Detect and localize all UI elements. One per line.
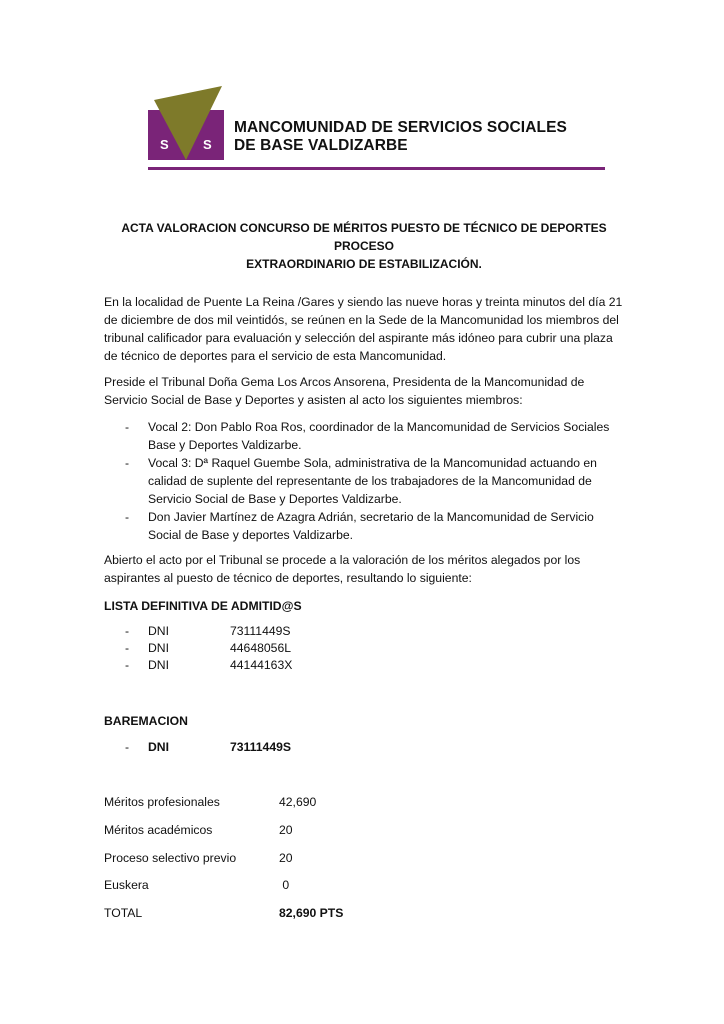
baremacion-dni <box>104 738 624 755</box>
organization-name <box>234 119 567 155</box>
table-row <box>104 639 624 656</box>
score-value: 0 <box>279 878 290 892</box>
total-row <box>104 904 504 922</box>
baremacion-heading: BAREMACION <box>104 714 188 728</box>
table-row <box>104 738 624 755</box>
logo-letter-right: S <box>203 137 212 152</box>
score-row <box>104 821 504 839</box>
score-value: 20 <box>279 823 293 837</box>
preside-paragraph: Preside el Tribunal Doña Gema Los Arcos Ansorena, Presidenta de la Mancomunidad de Servicio Social de Base y Deportes y asisten al acto los siguientes miembros: <box>104 375 585 407</box>
score-row <box>104 793 504 811</box>
header-divider <box>148 167 605 170</box>
member-text: Vocal 2: Don Pablo Roa Ros, coordinador de la Mancomunidad de Servicios Sociales Base y Deportes Valdizarbe. <box>148 420 610 452</box>
score-label: Méritos académicos <box>104 823 213 837</box>
list-dash: - <box>125 624 130 638</box>
member-text: Don Javier Martínez de Azagra Adrián, secretario de la Mancomunidad de Servicio Social de Base y deportes Valdizarbe. <box>148 510 594 542</box>
organization-name-line1: MANCOMUNIDAD DE SERVICIOS SOCIALES <box>234 119 567 136</box>
table-row <box>104 656 624 673</box>
dni-label: DNI <box>148 641 169 655</box>
list-dash: - <box>125 456 130 470</box>
total-label: TOTAL <box>104 906 143 920</box>
score-label: Proceso selectivo previo <box>104 851 237 865</box>
score-row <box>104 849 504 867</box>
document-title <box>104 219 624 273</box>
dni-number: 73111449S <box>230 624 291 638</box>
mancomunidad-logo <box>148 86 224 160</box>
tribunal-members-list <box>104 418 624 544</box>
abierto-paragraph: Abierto el acto por el Tribunal se procede a la valoración de los méritos alegados por los aspirantes al puesto de técnico de deportes, resultando lo siguiente: <box>104 553 581 585</box>
total-value: 82,690 PTS <box>279 906 344 920</box>
list-dash: - <box>125 510 130 524</box>
list-dash: - <box>125 641 130 655</box>
organization-name-line2: DE BASE VALDIZARBE <box>234 137 408 154</box>
table-row <box>104 622 624 639</box>
score-label: Méritos profesionales <box>104 795 220 809</box>
list-item <box>104 418 624 454</box>
document-title-line1: ACTA VALORACION CONCURSO DE MÉRITOS PUESTO DE TÉCNICO DE DEPORTES PROCESO <box>121 221 607 253</box>
score-row <box>104 876 504 894</box>
dni-label: DNI <box>148 740 169 754</box>
logo-letter-left: S <box>160 137 169 152</box>
list-dash: - <box>125 420 130 434</box>
dni-number: 73111449S <box>230 740 292 754</box>
list-dash: - <box>125 740 130 754</box>
list-item <box>104 454 624 508</box>
dni-number: 44648056L <box>230 641 292 655</box>
list-dash: - <box>125 658 130 672</box>
admitidos-list <box>104 622 624 673</box>
intro-paragraph: En la localidad de Puente La Reina /Gares y siendo las nueve horas y treinta minutos del día 21 de diciembre de dos mil veintidós, se reúnen en la Sede de la Mancomunidad los miembros del tribunal calificador para evaluación y selección del aspirante más idóneo para cubrir una plaza de técnico de deportes para el servicio de esta Mancomunidad. <box>104 295 623 363</box>
member-text: Vocal 3: Dª Raquel Guembe Sola, administrativa de la Mancomunidad actuando en calidad de suplente del representante de los trabajadores de la Mancomunidad de Servicio Social de Base y Deportes Valdizarbe. <box>148 456 597 506</box>
document-title-line2: EXTRAORDINARIO DE ESTABILIZACIÓN. <box>246 257 482 271</box>
list-item <box>104 508 624 544</box>
score-value: 42,690 <box>279 795 317 809</box>
score-value: 20 <box>279 851 293 865</box>
dni-label: DNI <box>148 624 169 638</box>
score-label: Euskera <box>104 878 149 892</box>
admitidos-heading: LISTA DEFINITIVA DE ADMITID@S <box>104 599 302 613</box>
dni-number: 44144163X <box>230 658 293 672</box>
dni-label: DNI <box>148 658 169 672</box>
